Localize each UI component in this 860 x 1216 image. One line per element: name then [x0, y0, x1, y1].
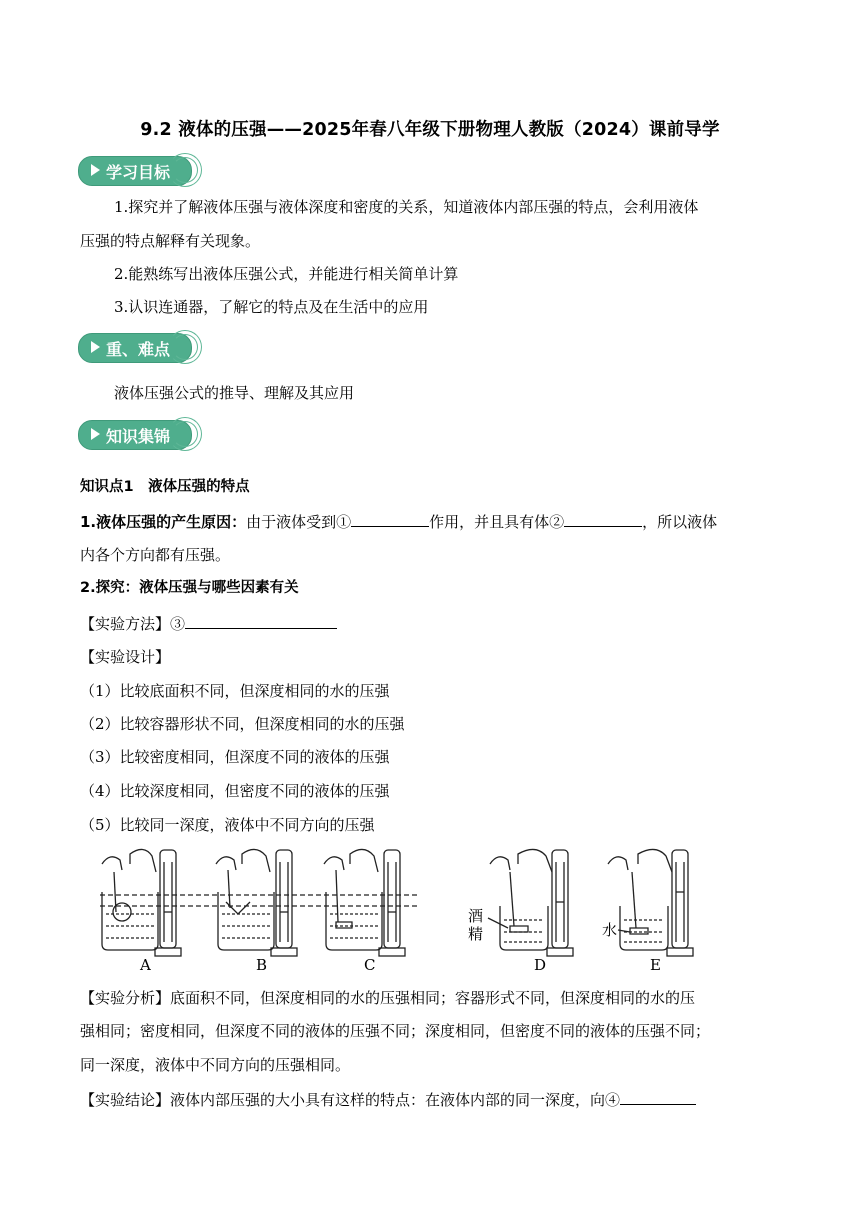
question-1-label: 1.液体压强的产生原因：	[80, 513, 247, 531]
keypoints-text: 液体压强公式的推导、理解及其应用	[114, 384, 355, 402]
question-1-text-c: ，所以液体	[642, 513, 718, 531]
section-title: 重、难点	[106, 340, 171, 359]
figure-label-d: D	[534, 956, 547, 974]
method-line	[80, 613, 337, 634]
conclusion-line	[80, 1089, 696, 1110]
objective-3: 3.认识连通器，了解它的特点及在生活中的应用	[114, 298, 429, 316]
play-triangle-icon	[91, 164, 100, 176]
question-1-line2: 内各个方向都有压强。	[80, 546, 231, 564]
section-badge-knowledge	[78, 420, 202, 450]
blank-2[interactable]	[564, 511, 642, 527]
liquid-label-alcohol-1: 酒	[468, 907, 484, 925]
question-1-line1	[80, 511, 717, 532]
section-badge-objectives	[78, 156, 202, 186]
objective-1-line1: 1.探究并了解液体压强与液体深度和密度的关系，知道液体内部压强的特点，会利用液体	[114, 198, 699, 216]
badge-ring-inner	[172, 157, 198, 183]
badge-ring-inner	[172, 334, 198, 360]
analysis-line1: 【实验分析】底面积不同，但深度相同的水的压强相同；容器形式不同，但深度相同的水的压	[80, 989, 696, 1007]
section-title: 知识集锦	[106, 427, 171, 446]
design-item-3: （3）比较密度相同，但深度不同的液体的压强	[80, 748, 390, 766]
badge-ring-inner	[172, 421, 198, 447]
figure-label-a: A	[140, 956, 151, 974]
blank-4[interactable]	[620, 1089, 696, 1105]
method-label: 【实验方法】③	[80, 615, 186, 633]
section-badge-keypoints	[78, 333, 202, 363]
liquid-label-water: 水	[602, 921, 618, 939]
objective-2: 2.能熟练写出液体压强公式，并能进行相关简单计算	[114, 265, 459, 283]
question-2-title: 2.探究：液体压强与哪些因素有关	[80, 580, 299, 596]
design-item-2: （2）比较容器形状不同，但深度相同的水的压强	[80, 715, 405, 733]
analysis-line3: 同一深度，液体中不同方向的压强相同。	[80, 1056, 351, 1074]
question-1-text-a: 由于液体受到①	[246, 513, 352, 531]
analysis-line2: 强相同；密度相同，但深度不同的液体的压强不同；深度相同，但密度不同的液体的压强不同；	[80, 1022, 711, 1040]
experiment-figure	[90, 842, 780, 976]
figure-label-e: E	[650, 956, 661, 974]
play-triangle-icon	[91, 428, 100, 440]
design-item-5: （5）比较同一深度，液体中不同方向的压强	[80, 816, 375, 834]
blank-1[interactable]	[351, 511, 429, 527]
play-triangle-icon	[91, 341, 100, 353]
experiment-diagram	[90, 842, 780, 976]
section-title: 学习目标	[106, 163, 171, 182]
page-title: 9.2 液体的压强——2025年春八年级下册物理人教版（2024）课前导学	[140, 120, 720, 140]
blank-3[interactable]	[185, 613, 337, 629]
conclusion-text: 【实验结论】液体内部压强的大小具有这样的特点：在液体内部的同一深度，向④	[80, 1091, 621, 1109]
design-item-1: （1）比较底面积不同，但深度相同的水的压强	[80, 682, 390, 700]
design-item-4: （4）比较深度相同，但密度不同的液体的压强	[80, 782, 390, 800]
figure-label-b: B	[256, 956, 268, 974]
liquid-label-alcohol-2: 精	[468, 925, 484, 943]
knowledge-point-1-title: 知识点1 液体压强的特点	[80, 479, 250, 495]
design-label: 【实验设计】	[80, 648, 171, 666]
question-1-text-b: 作用，并且具有体②	[429, 513, 565, 531]
figure-label-c: C	[364, 956, 376, 974]
objective-1-line2: 压强的特点解释有关现象。	[80, 232, 261, 250]
